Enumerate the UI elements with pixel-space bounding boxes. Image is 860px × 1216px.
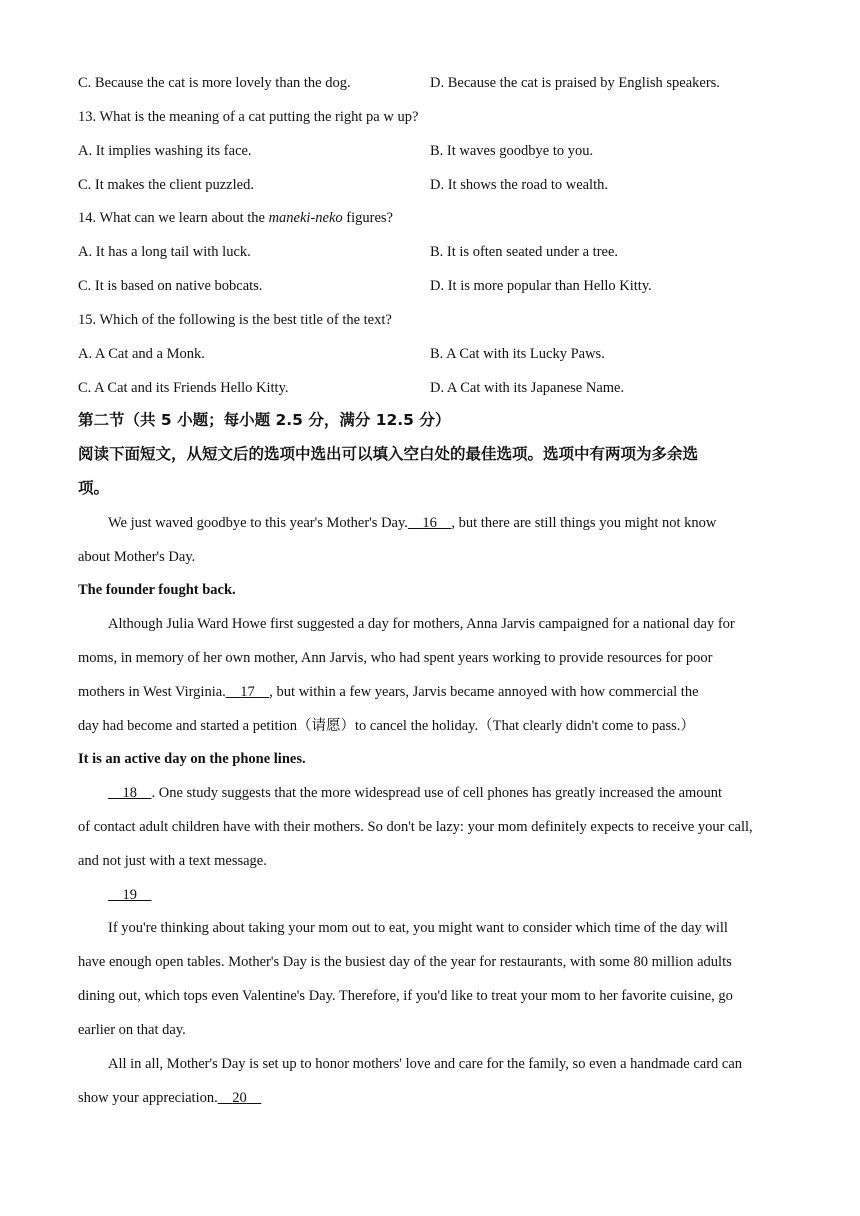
paragraph-5-line-1: All in all, Mother's Day is set up to honor mothers' love and care for the family, so even a handmade card can bbox=[108, 1056, 743, 1072]
q13-stem: 13. What is the meaning of a cat putting the right pa w up? bbox=[78, 109, 419, 125]
p2-text-post: , but within a few years, Jarvis became annoyed with how commercial the bbox=[269, 684, 699, 700]
paragraph-2-line-3 bbox=[78, 682, 699, 702]
q12-option-c: C. Because the cat is more lovely than the dog. bbox=[78, 75, 351, 91]
paragraph-4-line-1: If you're thinking about taking your mom out to eat, you might want to consider which time of the day will bbox=[108, 920, 728, 936]
paragraph-4-line-4: earlier on that day. bbox=[78, 1022, 186, 1038]
q12-option-d: D. Because the cat is praised by English speakers. bbox=[430, 75, 720, 91]
section-instruction-line2: 项。 bbox=[78, 479, 110, 497]
q14-option-c: C. It is based on native bobcats. bbox=[78, 278, 263, 294]
q15-option-d: D. A Cat with its Japanese Name. bbox=[430, 380, 625, 396]
p3-text-post: . One study suggests that the more widespread use of cell phones has greatly increased the amount bbox=[151, 785, 723, 801]
blank-16-number: 16 bbox=[422, 515, 437, 531]
paragraph-3-line-2: of contact adult children have with their mothers. So don't be lazy: your mom definitely expects to receive your call, bbox=[78, 819, 753, 835]
p1-text-pre: We just waved goodbye to this year's Mother's Day. bbox=[108, 515, 408, 531]
q13-option-d: D. It shows the road to wealth. bbox=[430, 177, 608, 193]
q13-option-a: A. It implies washing its face. bbox=[78, 143, 252, 159]
passage-subheading-1: The founder fought back. bbox=[78, 582, 236, 598]
q14-option-d: D. It is more popular than Hello Kitty. bbox=[430, 278, 652, 294]
passage-subheading-2: It is an active day on the phone lines. bbox=[78, 751, 306, 767]
blank-19-number: 19 bbox=[122, 887, 137, 903]
paragraph-2-line-1: Although Julia Ward Howe first suggested a day for mothers, Anna Jarvis campaigned for a national day for bbox=[108, 616, 735, 632]
paragraph-2-line-4: day had become and started a petition（请愿）to cancel the holiday.（That clearly didn't come to pass.） bbox=[78, 718, 695, 734]
q14-option-a: A. It has a long tail with luck. bbox=[78, 244, 251, 260]
q13-option-b: B. It waves goodbye to you. bbox=[430, 143, 594, 159]
blank-18 bbox=[108, 785, 152, 801]
blank-19 bbox=[108, 887, 152, 903]
blank-16 bbox=[408, 515, 452, 531]
q14-option-b: B. It is often seated under a tree. bbox=[430, 244, 619, 260]
section-instruction-line1: 阅读下面短文，从短文后的选项中选出可以填入空白处的最佳选项。选项中有两项为多余选 bbox=[78, 445, 699, 463]
paragraph-3-line-3: and not just with a text message. bbox=[78, 853, 267, 869]
q15-option-c: C. A Cat and its Friends Hello Kitty. bbox=[78, 380, 289, 396]
blank-17-number: 17 bbox=[240, 684, 255, 700]
blank-20 bbox=[218, 1090, 262, 1106]
q15-stem: 15. Which of the following is the best title of the text? bbox=[78, 312, 392, 328]
q14-stem-pre: 14. What can we learn about the bbox=[78, 210, 269, 226]
p2-text-pre: mothers in West Virginia. bbox=[78, 684, 226, 700]
paragraph-1-line-2: about Mother's Day. bbox=[78, 549, 196, 565]
paragraph-4-heading bbox=[108, 885, 152, 905]
q13-option-c: C. It makes the client puzzled. bbox=[78, 177, 254, 193]
paragraph-4-line-3: dining out, which tops even Valentine's Day. Therefore, if you'd like to treat your mom to her favorite cuisine, go bbox=[78, 988, 733, 1004]
q15-option-b: B. A Cat with its Lucky Paws. bbox=[430, 346, 605, 362]
q14-stem bbox=[78, 208, 393, 228]
paragraph-5-line-2 bbox=[78, 1088, 261, 1108]
blank-20-number: 20 bbox=[232, 1090, 247, 1106]
section-heading: 第二节（共 5 小题；每小题 2.5 分，满分 12.5 分） bbox=[78, 411, 451, 429]
q14-stem-post: figures? bbox=[342, 210, 393, 226]
paragraph-4-line-2: have enough open tables. Mother's Day is the busiest day of the year for restaurants, with some 80 million adults bbox=[78, 954, 732, 970]
q14-stem-term: maneki-neko bbox=[268, 210, 343, 226]
paragraph-1-line-1 bbox=[108, 513, 716, 533]
p1-text-post: , but there are still things you might not know bbox=[451, 515, 717, 531]
blank-17 bbox=[226, 684, 270, 700]
q15-option-a: A. A Cat and a Monk. bbox=[78, 346, 205, 362]
blank-18-number: 18 bbox=[122, 785, 137, 801]
p5-text-pre: show your appreciation. bbox=[78, 1090, 218, 1106]
paragraph-2-line-2: moms, in memory of her own mother, Ann Jarvis, who had spent years working to provide resources for poor bbox=[78, 650, 713, 666]
paragraph-3-line-1 bbox=[108, 783, 722, 803]
